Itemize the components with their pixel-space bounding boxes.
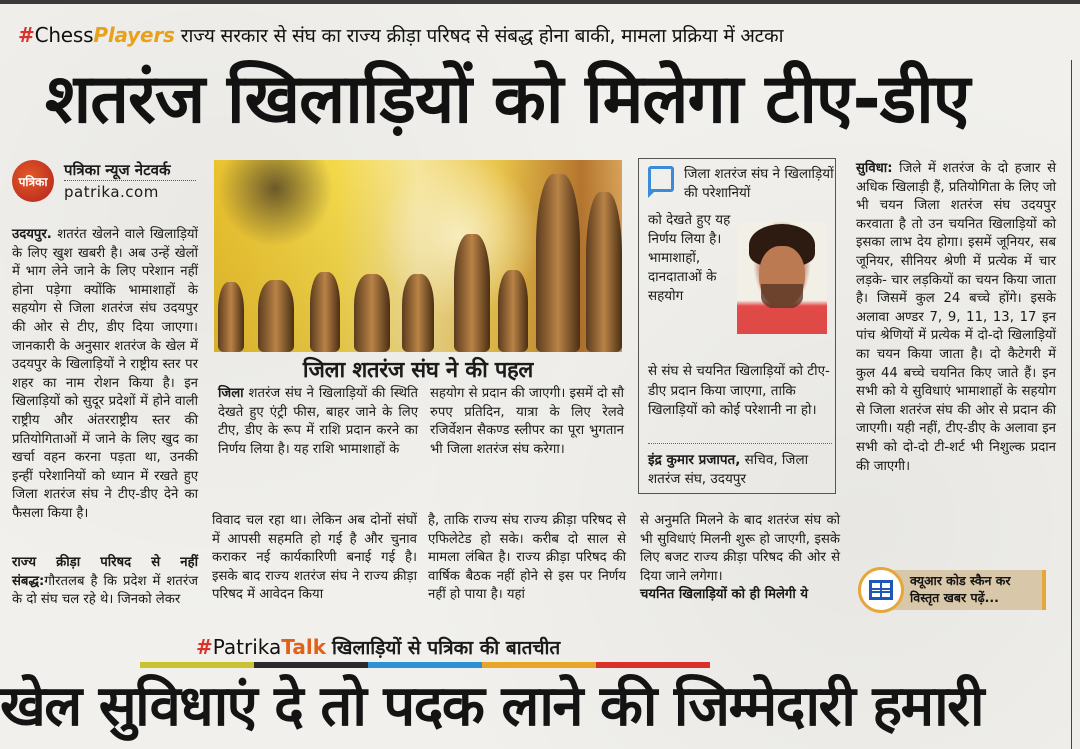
continuation-col-a xyxy=(212,512,417,605)
hashtag-symbol: # xyxy=(18,23,35,47)
author-portrait xyxy=(737,222,827,334)
hashtag-part2: Players xyxy=(93,23,175,47)
continuation-col-c xyxy=(640,512,840,605)
quote-author xyxy=(648,451,838,489)
patrika-logo: पत्रिका xyxy=(12,160,54,202)
top-rule xyxy=(0,0,1080,4)
continuation-text-b: है, ताकि राज्य संघ राज्य क्रीड़ा परिषद से एफिलेटेड हो सके। करीब दो साल से मामला लंबित है। राज्य क्रीड़ा परिषद की वार्षिक बैठक नहीं होने से इस पर निर्णय नहीं हो पाया है। यहां xyxy=(428,513,626,603)
author-name: इंद्र कुमार प्रजापत, xyxy=(648,452,741,468)
box-story-text-a: शतरंज संघ ने खिलाड़ियों की स्थिति देखते हुए एंट्री फीस, बाहर जाने के लिए टीए, डीए के रूप में राशि प्रदान करने का निर्णय लिया है। यह राशि भामाशाहों के xyxy=(218,386,418,457)
talk-tag-part2: Talk xyxy=(281,635,327,659)
facility-subhead: सुविधा: xyxy=(856,161,893,176)
photo-caption: जिला शतरंज संघ ने की पहल xyxy=(302,358,534,383)
chess-piece-icon xyxy=(310,272,340,352)
quote-line-2: को देखते हुए यह निर्णय लिया है। भामाशाहों, दानदाताओं के सहयोग xyxy=(648,212,731,304)
talk-kicker xyxy=(196,634,560,660)
kicker xyxy=(18,22,783,48)
hashtag-part1: Chess xyxy=(34,23,94,47)
box-story-text-b: सहयोग से प्रदान की जाएगी। इसमें दो सौ रुपए प्रतिदिन, यात्रा के लिए रेलवे रजिर्वेशन सैकण्ड स्लीपर का पूरा भुगतान भी जिला शतरंज संघ करेगा। xyxy=(430,386,624,457)
chess-photo xyxy=(214,160,622,352)
chess-piece-icon xyxy=(354,274,390,352)
talk-hash: # xyxy=(196,635,213,659)
talk-text: खिलाड़ियों से पत्रिका की बातचीत xyxy=(332,637,561,659)
main-headline: शतरंज खिलाड़ियों को मिलेगा टीए-डीए xyxy=(45,60,970,139)
continuation-col-b xyxy=(428,512,626,605)
kicker-text: राज्य सरकार से संघ का राज्य क्रीड़ा परिषद से संबद्ध होना बाकी, मामला प्रक्रिया में अटका xyxy=(180,25,784,47)
chess-piece-icon xyxy=(454,234,490,352)
news-network: पत्रिका न्यूज नेटवर्क xyxy=(64,161,171,179)
chess-piece-icon xyxy=(498,270,528,352)
box-story-col-a xyxy=(218,385,418,459)
quote-bubble-icon xyxy=(648,166,674,192)
portrait-beard xyxy=(761,284,803,310)
author-title: सचिव, जिला शतरंज संघ, उदयपुर xyxy=(648,452,809,487)
qr-line-2: विस्तृत खबर पढ़ें... xyxy=(910,590,999,605)
color-bar-segment xyxy=(368,662,482,668)
column-rule xyxy=(1071,60,1072,749)
qr-banner[interactable] xyxy=(858,565,1048,615)
subhead-text: गौरतलब है कि प्रदेश में शतरंज के दो संघ चल रहे थे। जिनको लेकर xyxy=(12,573,198,608)
lead-paragraph: शतरंत खेलने वाले खिलाड़ियों के लिए खुश खबरी है। अब उन्हें खेलों में भाग लेने जाने के लिए परेशान नहीं होना पड़ेगा क्योंकि भामाशाहों के सहयोग से जिला शतरंज संघ उदयपुर की ओर से टीए, डीए दिया जाएगा। जानकारी के अनुसार शतरंज के खेल में उदयपुर के खिलाड़ियों ने राष्ट्रीय स्तर पर शहर का नाम रोशन किया है। इन खिलाड़ियों को सुदूर प्रदेशों में होने वाली राष्ट्रीय और अंतरराष्ट्रीय स्तर की प्रतियोगिताओं में जाने के लिए खुद का खर्चा वहन करना पड़ता था, उनकी इन्हीं परेशानियों को ध्यान में रखते हुए जिला शतरंज संघ ने टीए-डीए देने का फैसला किया है। xyxy=(12,227,198,521)
box-story-col-b xyxy=(430,385,624,459)
qr-banner-text xyxy=(888,570,1046,610)
dateline: उदयपुर. xyxy=(12,227,52,242)
chess-piece-icon xyxy=(402,274,434,352)
color-bar xyxy=(140,662,710,668)
facility-text: जिले में शतरंज के दो हजार से अधिक खिलाड़ी हैं, प्रतियोगिता के लिए जो भी चयन जिला शतरंज संघ उदयपुर करवाता है तो उन चयनित खिलाड़ियों को इसका लाभ देय होगा। इसमें जूनियर, सब जूनियर, सीनियर श्रेणी में प्रत्येक में चार लड़के- चार लड़कियों का चयन किया जाता है। जिसमें कुल 24 बच्चे होंगे। इसके अलावा अण्डर 7, 9, 11, 13, 17 इन पांच श्रेणियों में प्रत्येक में दो-दो खिलाड़ियों का चयन किया जाता है। दो कैटेगरी में कुल 44 बच्चे चयनित किए जाते हैं। इन सभी को ये सुविधाएं भामाशाहों के सहयोग से जिला शतरंज संघ की ओर से प्रदान की जाएगी। यही नहीं, टीए-डीए के अलावा इन सभी को दो-दो टी-शर्ट भी निशुल्क प्रदान की जाएगी। xyxy=(856,161,1056,474)
box-story-lead: जिला xyxy=(218,386,244,401)
color-bar-segment xyxy=(254,662,368,668)
brand-url: patrika.com xyxy=(64,183,159,201)
subhead-state-council: राज्य क्रीड़ा परिषद से नहीं संबद्ध: xyxy=(12,555,198,589)
continuation-text-c: से अनुमति मिलने के बाद शतरंज संघ को भी सुविधाएं मिलनी शुरू हो जाएगी, इसके लिए बजट राज्य क्रीड़ा परिषद की ओर से दिया जाने लगेगा। xyxy=(640,513,840,584)
qr-icon-circle xyxy=(858,567,904,613)
chess-piece-icon xyxy=(586,192,622,352)
chess-piece-icon xyxy=(258,280,294,352)
newspaper-icon xyxy=(869,580,893,600)
continuation-bold-line: चयनित खिलाड़ियों को ही मिलेगी ये xyxy=(640,587,809,603)
quote-line-3: से संघ से चयनित खिलाड़ियों को टीए-डीए प्रदान किया जाएगा, ताकि खिलाड़ियों को कोई परेशानी ना हो। xyxy=(648,363,830,418)
brand-divider xyxy=(64,180,196,181)
secondary-headline: खेल सुविधाएं दे तो पदक लाने की जिम्मेदारी हमारी xyxy=(0,674,984,739)
facility-column xyxy=(856,160,1056,476)
quote-line-1: जिला शतरंज संघ ने खिलाड़ियों की परेशानियों xyxy=(684,166,834,201)
qr-line-1: क्यूआर कोड स्कैन कर xyxy=(910,573,1011,588)
talk-tag-part1: Patrika xyxy=(212,635,282,659)
chess-piece-icon xyxy=(218,282,244,352)
portrait-shirt xyxy=(737,308,827,334)
article-column-1 xyxy=(12,226,198,524)
continuation-text-a: विवाद चल रहा था। लेकिन अब दोनों संघों में आपसी सहमति हो गई है और चुनाव कराकर नई कार्यकारिणी बनाई गई है। इसके बाद राज्य शतरंज संघ ने राज्य क्रीड़ा परिषद में आवेदन किया xyxy=(212,513,417,603)
chess-piece-icon xyxy=(536,174,580,352)
color-bar-segment xyxy=(140,662,254,668)
color-bar-segment xyxy=(596,662,710,668)
color-bar-segment xyxy=(482,662,596,668)
article-column-1-sub xyxy=(12,554,198,610)
quote-divider xyxy=(648,443,832,444)
